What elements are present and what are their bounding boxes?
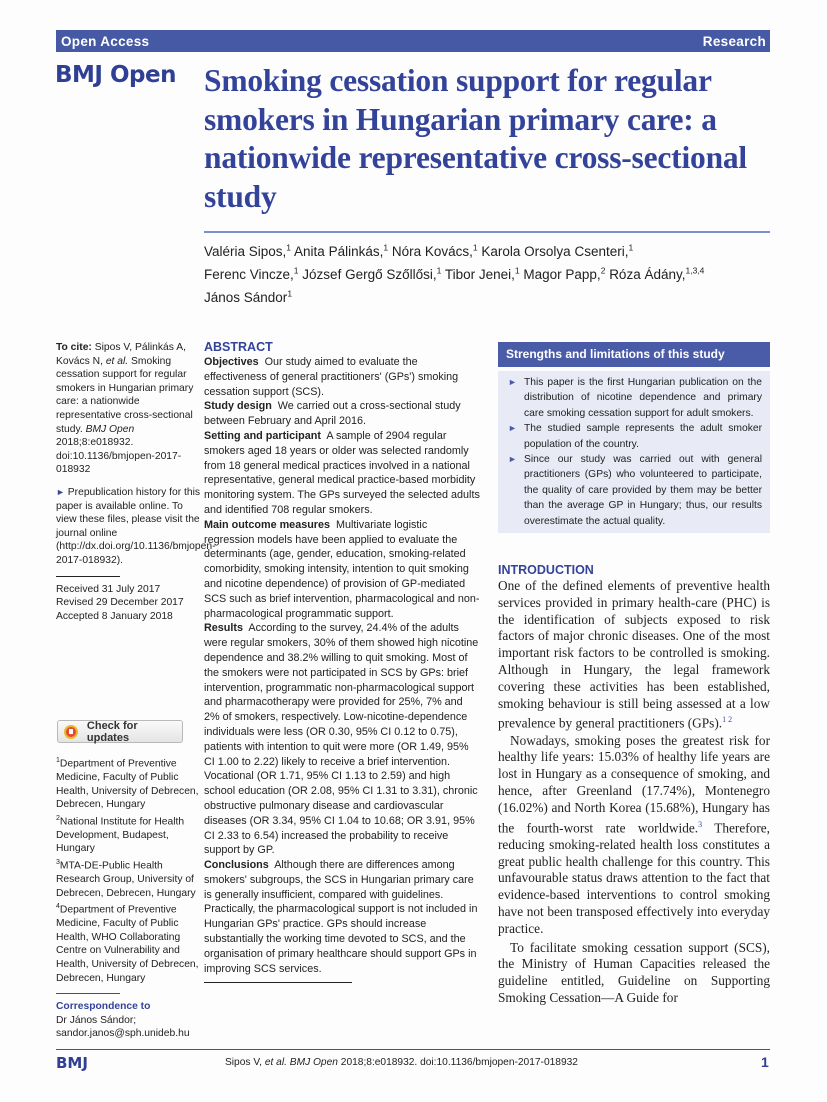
reference-link[interactable]: 1 2 <box>722 715 733 725</box>
author-list <box>204 238 774 307</box>
author[interactable]: Ferenc Vincze,$^1$ <box>204 265 299 282</box>
paragraph: To facilitate smoking cessation support (SCS), the Ministry of Human Capacities released the guideline entitled, Guideline on Supporting Smoking Cessation—A Guide for <box>498 939 770 1005</box>
arrow-right-icon: ► <box>56 486 65 497</box>
affiliation: $^2$National Institute for Health Development, Budapest, Hungary <box>56 814 185 855</box>
received-date: Received 31 July 2017 <box>56 583 161 595</box>
divider <box>56 576 120 577</box>
paragraph: Nowadays, smoking poses the greatest risk for healthy life years: 15.03% of healthy life years are lost in Hungary as a consequence of smoking, and hence, after Greenland (17.74%), Montenegro (16.02%) and North Korea (15.68%), Hungary has the fourth-worst rate worldwide.$^3$ Therefore, reducing smoking-related health loss constitutes a great public health challenge for this country. This unfavourable status draws attention to the fact that evidence-based interventions to control smoking have not been transposed effectively into everyday practice. <box>498 732 770 936</box>
box-body <box>498 371 770 533</box>
strengths-limitations-box <box>498 342 770 533</box>
abstract-conclusions: Conclusions Although there are differences among smokers' subgroups, the SCS in Hungarian primary care is generally insufficient, compared with guidelines. Practically, the pharmacological support is not included in Hungarian GPs' practice. GPs should increase substantially the working time devoted to SCS, and the organisation of primary healthcare should support GPs in improving SCS services. <box>204 859 478 975</box>
check-for-updates-button[interactable]: Check for updates <box>57 720 183 743</box>
abstract-study-design: Study design We carried out a cross-sectional study between February and April 2016. <box>204 400 461 428</box>
correspondence-name: Dr János Sándor; <box>56 1014 137 1026</box>
list-item: ► Since our study was carried out with general practitioners (GPs) who volunteered to participate, the quality of care provided by them may be better than the average GP in Hungary; thus, our results overestimate the actual quality. <box>508 452 762 529</box>
author[interactable]: Valéria Sipos,$^1$ <box>204 242 292 259</box>
abstract-setting: Setting and participant A sample of 2904 regular smokers aged 18 years or older was selected randomly from 18 general medical practices involved in a national representative, general medical practice-based morbidity monitoring system. The GPs surveyed the selected adults and identified 708 regular smokers. <box>204 429 480 516</box>
revised-date: Revised 29 December 2017 <box>56 597 184 609</box>
article-type-label: Research <box>702 33 766 49</box>
abstract-outcome-measures: Main outcome measures Multivariate logistic regression models have been applied to evaluate the determinants (age, gender, education, smoking-related comorbidity, smoking intensity, intention to quit smoking and nicotine dependence) of provision of GP-mediated SCS such as brief intervention, pharmacological and non-pharmacological programmatic support. <box>204 518 480 620</box>
introduction <box>498 563 770 1007</box>
list-item: ► This paper is the first Hungarian publication on the distribution of nicotine dependence and primary care smoking cessation support for adult smokers. <box>508 375 762 421</box>
affiliation: $^4$Department of Preventive Medicine, Faculty of Public Health, WHO Collaborating Centre on Vulnerability and Health, University of Debrecen, Debrecen, Hungary <box>56 903 199 984</box>
sidebar-citation: To cite: Sipos V, Pálinkás A, Kovács N, et al. Smoking cessation support for regular smokers in Hungarian primary care: a nationwide representative cross-sectional study. BMJ Open 2018;8:e018932. doi:10.1136/bmjopen-2017-018932 ► Prepublication history for this paper is available online. To view these files, please visit the journal online (http://dx.doi.org/10.1136/bmjopen-2017-018932). Received 31 July 2017 Revised 29 December 2017 Accepted 8 January 2018 <box>56 342 216 622</box>
open-access-label: Open Access <box>61 33 150 49</box>
abstract-results: Results According to the survey, 24.4% of the adults were regular smokers, 30% of them showed high nicotine dependence and 38.2% willing to quit smoking. Most of the smokers were not participated in SCS by GPs: brief intervention, programmatic non-pharmacological support and pharmacotherapy were provided for 25%, 7% and 2% of smokers, respectively. Low-nicotine-dependence individuals were less (OR 0.30, 95% CI 0.12 to 0.75), patients with intention to quit were more (OR 1.49, 95% CI 1.00 to 2.22) likely to receive a brief intervention. Vocational (OR 1.71, 95% CI 1.13 to 2.59) and high school education (OR 2.08, 95% CI 1.31 to 3.31), chronic obstructive pulmonary disease and cardiovascular diseases (OR 3.34, 95% CI 1.04 to 10.68; OR 3.91, 95% CI 2.33 to 6.54) increased the probability to receive support by GP. <box>204 622 479 857</box>
bullet-triangle-icon: ► <box>508 454 517 465</box>
bullet-triangle-icon: ► <box>508 423 517 434</box>
article-title: Smoking cessation support for regular smokers in Hungarian primary care: a nationwide representative cross-sectional study <box>204 63 747 214</box>
bookmark-icon <box>64 725 78 739</box>
correspondence-email[interactable]: sandor.janos@sph.unideb.hu <box>56 1028 190 1040</box>
author[interactable]: Róza Ádány,$^{1,3,4}$ <box>609 265 705 282</box>
author[interactable]: József Gergő Szőllősi,$^1$ <box>302 265 442 282</box>
sidebar-affiliations <box>56 754 202 1041</box>
correspondence-heading: Correspondence to <box>56 1001 151 1013</box>
bullet-triangle-icon: ► <box>508 377 517 387</box>
abstract <box>204 340 480 983</box>
introduction-heading: INTRODUCTION <box>498 563 594 577</box>
author[interactable]: Nóra Kovács,$^1$ <box>391 242 478 259</box>
box-heading: Strengths and limitations of this study <box>498 342 770 367</box>
cite-label: To cite: <box>56 342 92 353</box>
affiliation: $^1$Department of Preventive Medicine, Faculty of Public Health, University of Debrecen, Debrecen, Hungary <box>56 757 199 811</box>
prepublication-note[interactable]: ► Prepublication history for this paper is available online. To view these files, please visit the journal online (http://dx.doi.org/10.1136/bmjopen-2017-018932). <box>56 486 216 566</box>
author[interactable]: Anita Pálinkás,$^1$ <box>294 242 389 259</box>
accepted-date: Accepted 8 January 2018 <box>56 610 173 622</box>
abstract-heading: ABSTRACT <box>204 340 273 354</box>
bmj-logo: BMJ <box>56 1054 88 1072</box>
divider <box>56 993 120 994</box>
top-banner <box>56 30 770 52</box>
divider <box>204 982 352 983</box>
affiliation: $^3$MTA-DE-Public Health Research Group, University of Debrecen, Debrecen, Hungary <box>56 859 196 899</box>
abstract-objectives: Objectives Our study aimed to evaluate the effectiveness of general practitioners' (GPs') smoking cessation support (SCS). <box>204 356 459 398</box>
page-number: 1 <box>761 1054 769 1070</box>
author[interactable]: János Sándor$^1$ <box>204 288 293 305</box>
author[interactable]: Karola Orsolya Csenteri,$^1$ <box>481 242 634 259</box>
paragraph: One of the defined elements of preventive health services provided in primary health-care (PHC) is the identification of subjects exposed to risk factors of major chronic diseases. One of the most important risk factors to be controlled is smoking. Although in Hungary, the legal framework covering these activities has been established, smoking behaviour is still being assessed at a low prevalence by general practitioners (GPs).$^{1 2}$ <box>498 578 770 731</box>
reference-link[interactable]: 3 <box>698 819 703 829</box>
footer-citation: Sipos V, et al. BMJ Open 2018;8:e018932. doi:10.1136/bmjopen-2017-018932 <box>225 1057 578 1068</box>
list-item: ► The studied sample represents the adult smoker population of the country. <box>508 421 762 452</box>
author[interactable]: Tibor Jenei,$^1$ <box>444 265 520 282</box>
title-divider <box>204 231 770 233</box>
journal-logo: BMJ Open <box>55 62 176 88</box>
footer-divider <box>56 1049 770 1050</box>
author[interactable]: Magor Papp,$^2$ <box>523 265 606 282</box>
